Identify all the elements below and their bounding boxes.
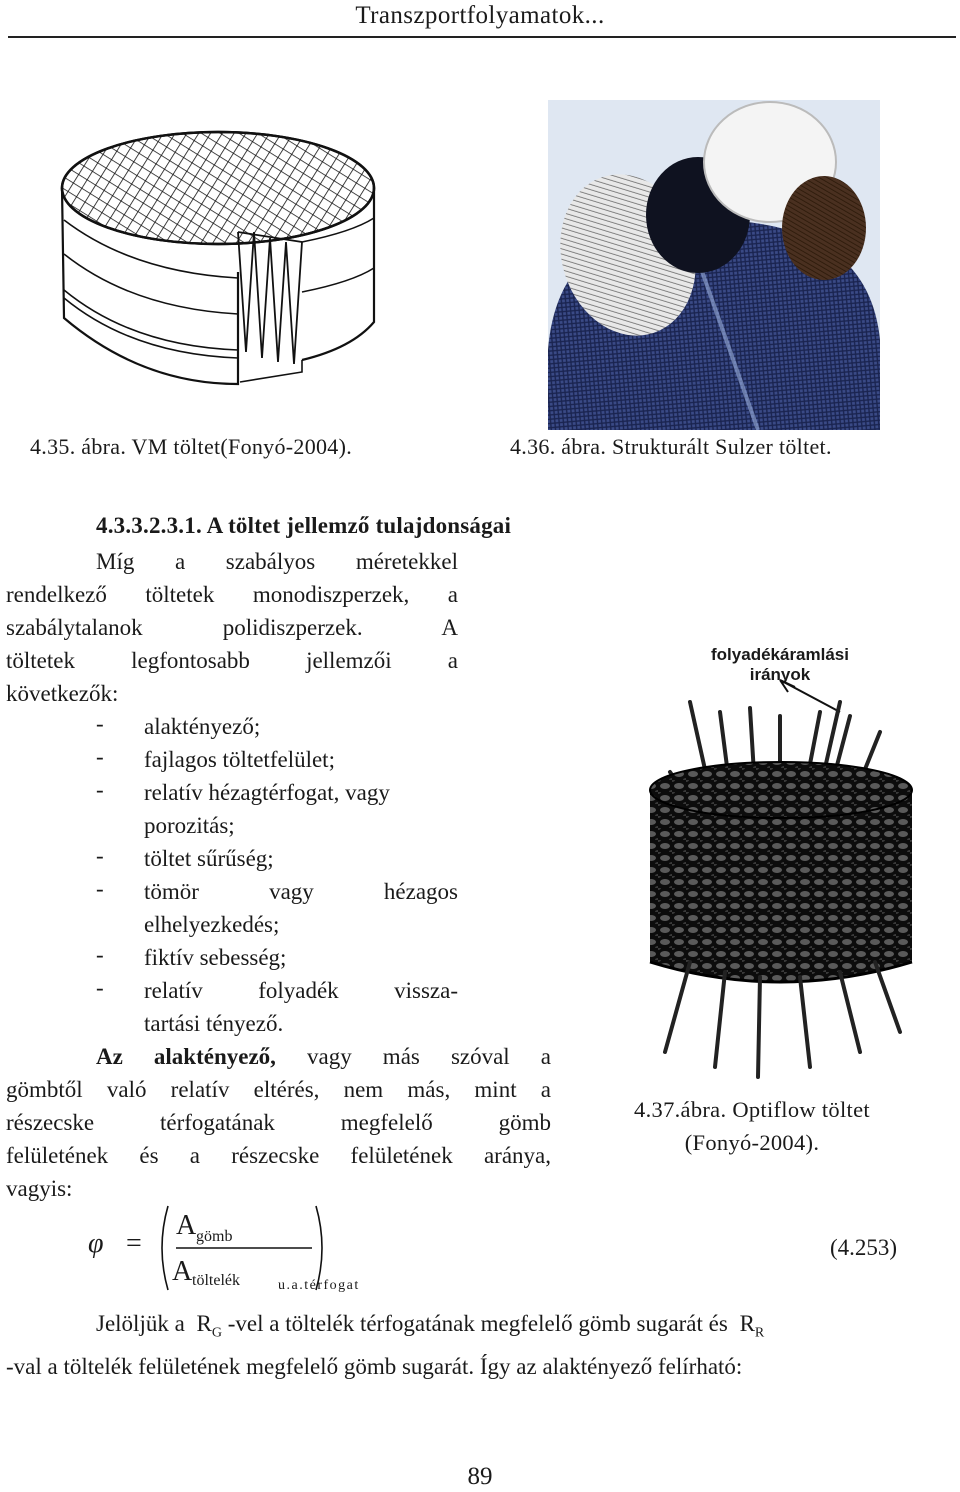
- text-line: Míg a szabályos méretekkel: [96, 549, 458, 574]
- figure-caption-4-37: [602, 1093, 902, 1159]
- list-item-continuation: elhelyezkedés;: [144, 912, 280, 937]
- list-dash: -: [96, 843, 104, 868]
- rg-subscript: G: [211, 1325, 223, 1341]
- optiflow-packing-illustration: [630, 672, 930, 1082]
- caption-line: (Fonyó-2004).: [684, 1130, 820, 1155]
- numerator-symbol: A: [176, 1210, 197, 1241]
- list-item-continuation: tartási tényező.: [144, 1011, 284, 1036]
- term-bold: Az alaktényező,: [96, 1044, 276, 1069]
- text-line: gömbtől való relatív eltérés, nem más, mint a: [6, 1077, 551, 1102]
- figure-caption-4-36: 4.36. ábra. Strukturált Sulzer töltet.: [510, 434, 832, 459]
- sulzer-packing-photo: [548, 100, 880, 430]
- list-dash: -: [96, 942, 104, 967]
- page-number: 89: [467, 1463, 493, 1490]
- caption-line: 4.37.ábra. Optiflow töltet: [634, 1097, 870, 1122]
- list-item: töltet sűrűség;: [144, 846, 274, 871]
- equals-sign: =: [126, 1228, 142, 1259]
- annotation-line: irányok: [749, 665, 811, 684]
- phi-symbol: φ: [88, 1228, 104, 1259]
- list-dash: -: [96, 777, 104, 802]
- rr-symbol: R: [739, 1311, 755, 1336]
- header-divider: [8, 36, 956, 38]
- denominator-symbol: A: [172, 1256, 193, 1287]
- list-item-continuation: porozitás;: [144, 813, 235, 838]
- text-line: [96, 1311, 936, 1342]
- list-item: relatív hézagtérfogat, vagy: [144, 780, 390, 805]
- rr-subscript: R: [754, 1325, 765, 1341]
- text-span: vagy más szóval a: [275, 1044, 551, 1069]
- list-item: tömör vagy hézagos: [144, 879, 458, 904]
- text-span: -vel a töltelék térfogatának megfelelő gömb sugarát és: [227, 1311, 728, 1336]
- list-dash: -: [96, 744, 104, 769]
- text-line: -val a töltelék felületének megfelelő gömb sugarát. Így az alaktényező felírható:: [6, 1354, 743, 1379]
- rg-symbol: R: [196, 1311, 212, 1336]
- list-dash: -: [96, 711, 104, 736]
- text-line: rendelkező töltetek monodiszperzek, a: [6, 582, 458, 607]
- text-line: szabálytalanok polidiszperzek. A: [6, 615, 458, 640]
- formula-outer-subscript: u.a.térfogat: [278, 1278, 360, 1293]
- formula-4-253: [88, 1198, 388, 1298]
- text-line: felületének és a részecske felületének aránya,: [6, 1143, 551, 1168]
- equation-number: (4.253): [830, 1235, 898, 1260]
- list-item: fajlagos töltetfelület;: [144, 747, 335, 772]
- text-line: részecske térfogatának megfelelő gömb: [6, 1110, 551, 1135]
- text-line: következők:: [6, 681, 119, 706]
- list-dash: -: [96, 975, 104, 1000]
- list-dash: -: [96, 876, 104, 901]
- numerator-subscript: gömb: [196, 1228, 233, 1245]
- text-line: töltetek legfontosabb jellemzői a: [6, 648, 458, 673]
- vm-packing-illustration: [52, 122, 392, 390]
- text-line: vagyis:: [6, 1176, 73, 1201]
- annotation-line: folyadékáramlási: [711, 645, 849, 664]
- list-item: relatív folyadék vissza-: [144, 978, 458, 1003]
- running-header: Transzportfolyamatok...: [355, 2, 605, 29]
- text-line: [96, 1041, 551, 1073]
- section-heading: 4.3.3.2.3.1. A töltet jellemző tulajdonságai: [96, 513, 512, 538]
- list-item: alaktényező;: [144, 714, 261, 739]
- text-span: Jelöljük a: [96, 1311, 185, 1336]
- figure-caption-4-35: 4.35. ábra. VM töltet(Fonyó-2004).: [30, 434, 353, 459]
- list-item: fiktív sebesség;: [144, 945, 287, 970]
- denominator-subscript: töltelék: [192, 1272, 240, 1289]
